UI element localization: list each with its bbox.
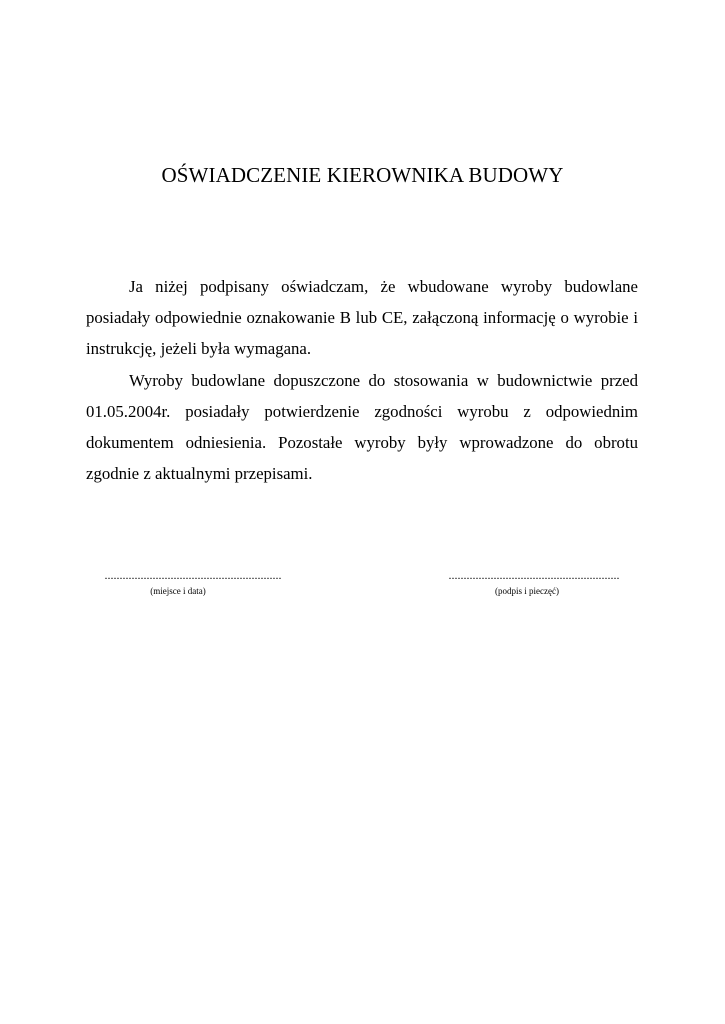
paragraph-conformity: Wyroby budowlane dopuszczone do stosowania w budownictwie przed 01.05.2004r. posiadały potwierdzenie zgodności wyrobu z odpowiednim dokumentem odniesienia. Pozostałe wyroby były wprowadzone do obrotu zgodnie z aktualnymi przepisami. — [86, 370, 638, 484]
paragraph-declaration: Ja niżej podpisany oświadczam, że wbudowane wyroby budowlane posiadały odpowiednie oznakowanie B lub CE, załączoną informację o wyrobie i instrukcję, jeżeli była wymagana. — [86, 277, 638, 359]
signature-place-date — [86, 568, 300, 597]
signature-stamp-line: ......................................................... — [448, 568, 620, 582]
place-date-caption: (miejsce i data) — [150, 586, 206, 596]
signature-stamp — [430, 568, 638, 597]
document-body — [86, 271, 638, 489]
signature-stamp-caption: (podpis i pieczęć) — [495, 586, 559, 596]
place-date-line: ........................................................... — [104, 568, 282, 582]
document-title: OŚWIADCZENIE KIEROWNIKA BUDOWY — [161, 163, 564, 187]
